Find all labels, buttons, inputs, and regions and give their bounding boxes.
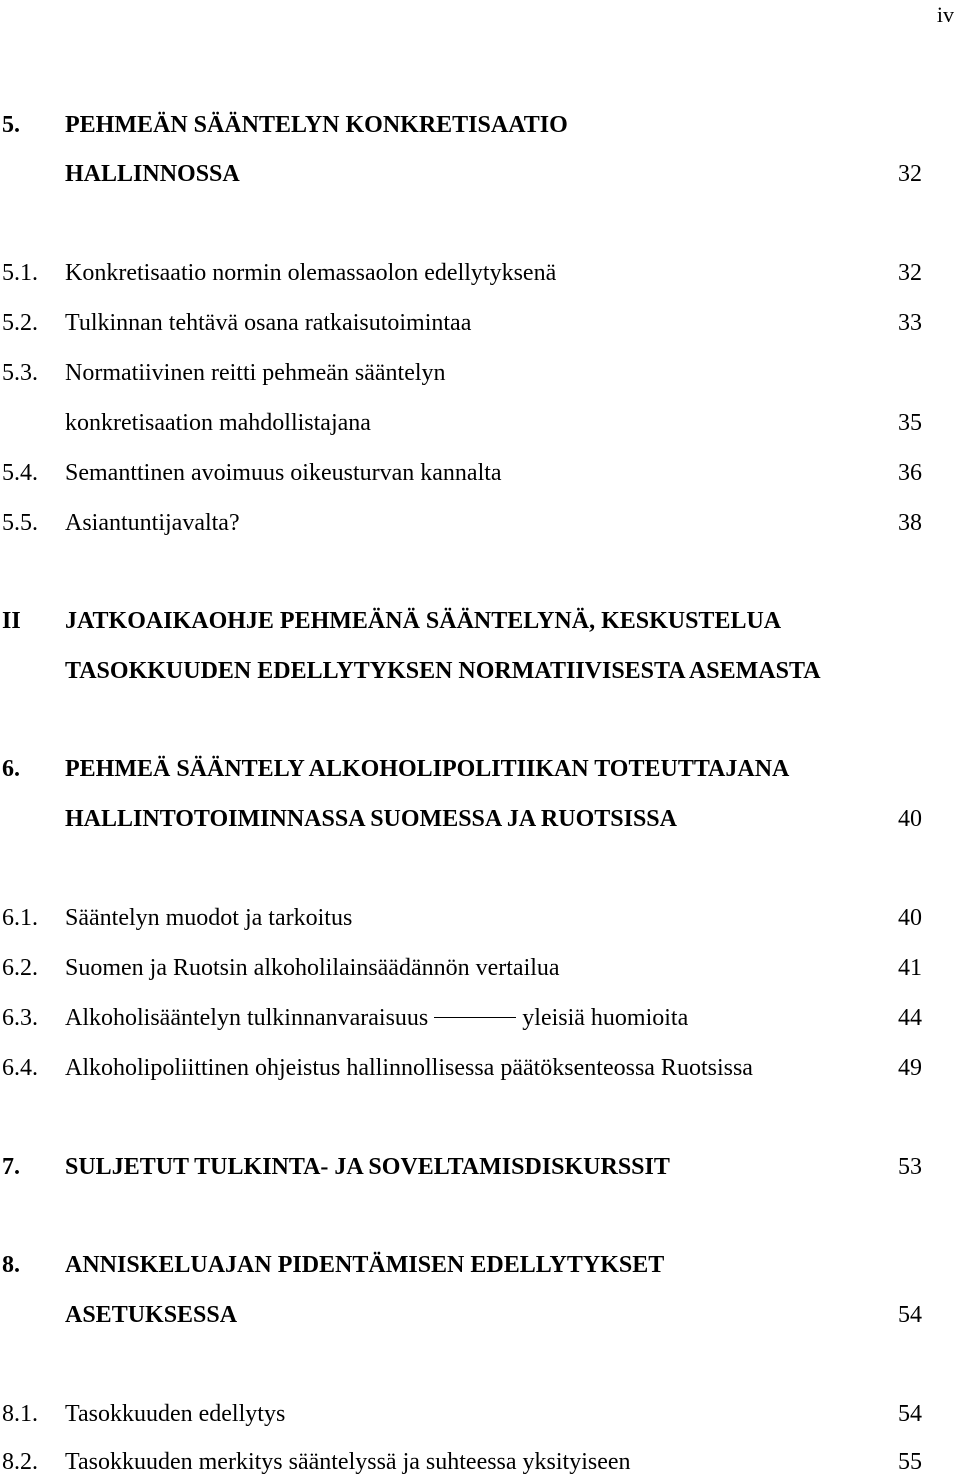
toc-entry-6-4[interactable] [0, 1052, 960, 1084]
entry-title: konkretisaation mahdollistajana [65, 410, 371, 436]
toc-entry-8[interactable] [0, 1249, 960, 1281]
toc-part-II[interactable] [0, 605, 960, 637]
entry-title: Tulkinnan tehtävä osana ratkaisutoimintaa [65, 310, 472, 336]
entry-title: JATKOAIKAOHJE PEHMEÄNÄ SÄÄNTELYNÄ, KESKUSTELUA [65, 608, 782, 634]
entry-number: 6.1. [2, 905, 38, 931]
toc-entry-6-2[interactable] [0, 952, 960, 984]
toc-entry-8-cont[interactable] [0, 1299, 960, 1331]
entry-page: 32 [898, 161, 922, 187]
entry-number: 5.4. [2, 460, 38, 486]
page-number: iv [936, 2, 954, 27]
toc-entry-5-3[interactable] [0, 357, 960, 389]
entry-page: 32 [898, 260, 922, 286]
entry-title: Sääntelyn muodot ja tarkoitus [65, 905, 353, 931]
toc-entry-5-1[interactable] [0, 257, 960, 289]
entry-title [65, 1002, 688, 1034]
entry-title: HALLINTOTOIMINNASSA SUOMESSA JA RUOTSISSA [65, 806, 677, 832]
entry-page: 36 [898, 460, 922, 486]
entry-title-part-a: Alkoholisääntelyn tulkinnanvaraisuus [65, 1005, 429, 1031]
toc-entry-5[interactable] [0, 109, 960, 141]
entry-title: ASETUKSESSA [65, 1302, 238, 1328]
entry-title: Konkretisaatio normin olemassaolon edellytyksenä [65, 260, 557, 286]
toc-entry-5-3-cont[interactable] [0, 407, 960, 439]
entry-number: 8.1. [2, 1401, 38, 1427]
toc-entry-6-1[interactable] [0, 902, 960, 934]
toc-entry-8-1[interactable] [0, 1398, 960, 1430]
entry-page: 40 [898, 806, 922, 832]
entry-number: 6.2. [2, 955, 38, 981]
entry-title: Normatiivinen reitti pehmeän sääntelyn [65, 360, 446, 386]
entry-title: TASOKKUUDEN EDELLYTYKSEN NORMATIIVISESTA ASEMASTA [65, 658, 821, 684]
entry-number: 6.3. [2, 1005, 38, 1031]
toc-entry-6-3[interactable] [0, 1002, 960, 1034]
entry-title: ANNISKELUAJAN PIDENTÄMISEN EDELLYTYKSET [65, 1252, 665, 1278]
entry-number: 7. [2, 1154, 20, 1180]
entry-number: 8. [2, 1252, 20, 1278]
em-dash-rule [434, 1017, 516, 1018]
toc-entry-7[interactable] [0, 1151, 960, 1183]
toc-part-II-cont[interactable] [0, 655, 960, 687]
entry-title: SULJETUT TULKINTA- JA SOVELTAMISDISKURSSIT [65, 1154, 670, 1180]
entry-title: Asiantuntijavalta? [65, 510, 240, 536]
toc-entry-5-4[interactable] [0, 457, 960, 489]
toc-entry-8-2[interactable] [0, 1446, 960, 1478]
entry-number: 5.5. [2, 510, 38, 536]
entry-number: 6.4. [2, 1055, 38, 1081]
entry-number: 5.3. [2, 360, 38, 386]
entry-title: HALLINNOSSA [65, 161, 240, 187]
toc-entry-5-2[interactable] [0, 307, 960, 339]
entry-page: 35 [898, 410, 922, 436]
entry-page: 54 [898, 1302, 922, 1328]
entry-page: 54 [898, 1401, 922, 1427]
entry-title-part-b: yleisiä huomioita [522, 1005, 689, 1031]
entry-title: PEHMEÄ SÄÄNTELY ALKOHOLIPOLITIIKAN TOTEUTTAJANA [65, 756, 790, 782]
entry-page: 38 [898, 510, 922, 536]
toc-entry-5-cont[interactable] [0, 158, 960, 190]
entry-title: Tasokkuuden edellytys [65, 1401, 286, 1427]
entry-page: 49 [898, 1055, 922, 1081]
entry-title: PEHMEÄN SÄÄNTELYN KONKRETISAATIO [65, 112, 568, 138]
entry-title: Suomen ja Ruotsin alkoholilainsäädännön vertailua [65, 955, 560, 981]
entry-title: Tasokkuuden merkitys sääntelyssä ja suhteessa yksityiseen [65, 1449, 631, 1475]
entry-title: Semanttinen avoimuus oikeusturvan kannalta [65, 460, 502, 486]
entry-number: 6. [2, 756, 20, 782]
entry-page: 41 [898, 955, 922, 981]
toc-entry-5-5[interactable] [0, 507, 960, 539]
toc-entry-6-cont[interactable] [0, 803, 960, 835]
entry-number: 5.2. [2, 310, 38, 336]
entry-title: Alkoholipoliittinen ohjeistus hallinnollisessa päätöksenteossa Ruotsissa [65, 1055, 753, 1081]
entry-page: 53 [898, 1154, 922, 1180]
entry-page: 44 [898, 1005, 922, 1031]
toc-entry-6[interactable] [0, 753, 960, 785]
entry-number: 5. [2, 112, 20, 138]
entry-number: 8.2. [2, 1449, 38, 1475]
entry-number: 5.1. [2, 260, 38, 286]
entry-page: 55 [898, 1449, 922, 1475]
entry-number: II [2, 608, 21, 634]
entry-page: 33 [898, 310, 922, 336]
entry-page: 40 [898, 905, 922, 931]
